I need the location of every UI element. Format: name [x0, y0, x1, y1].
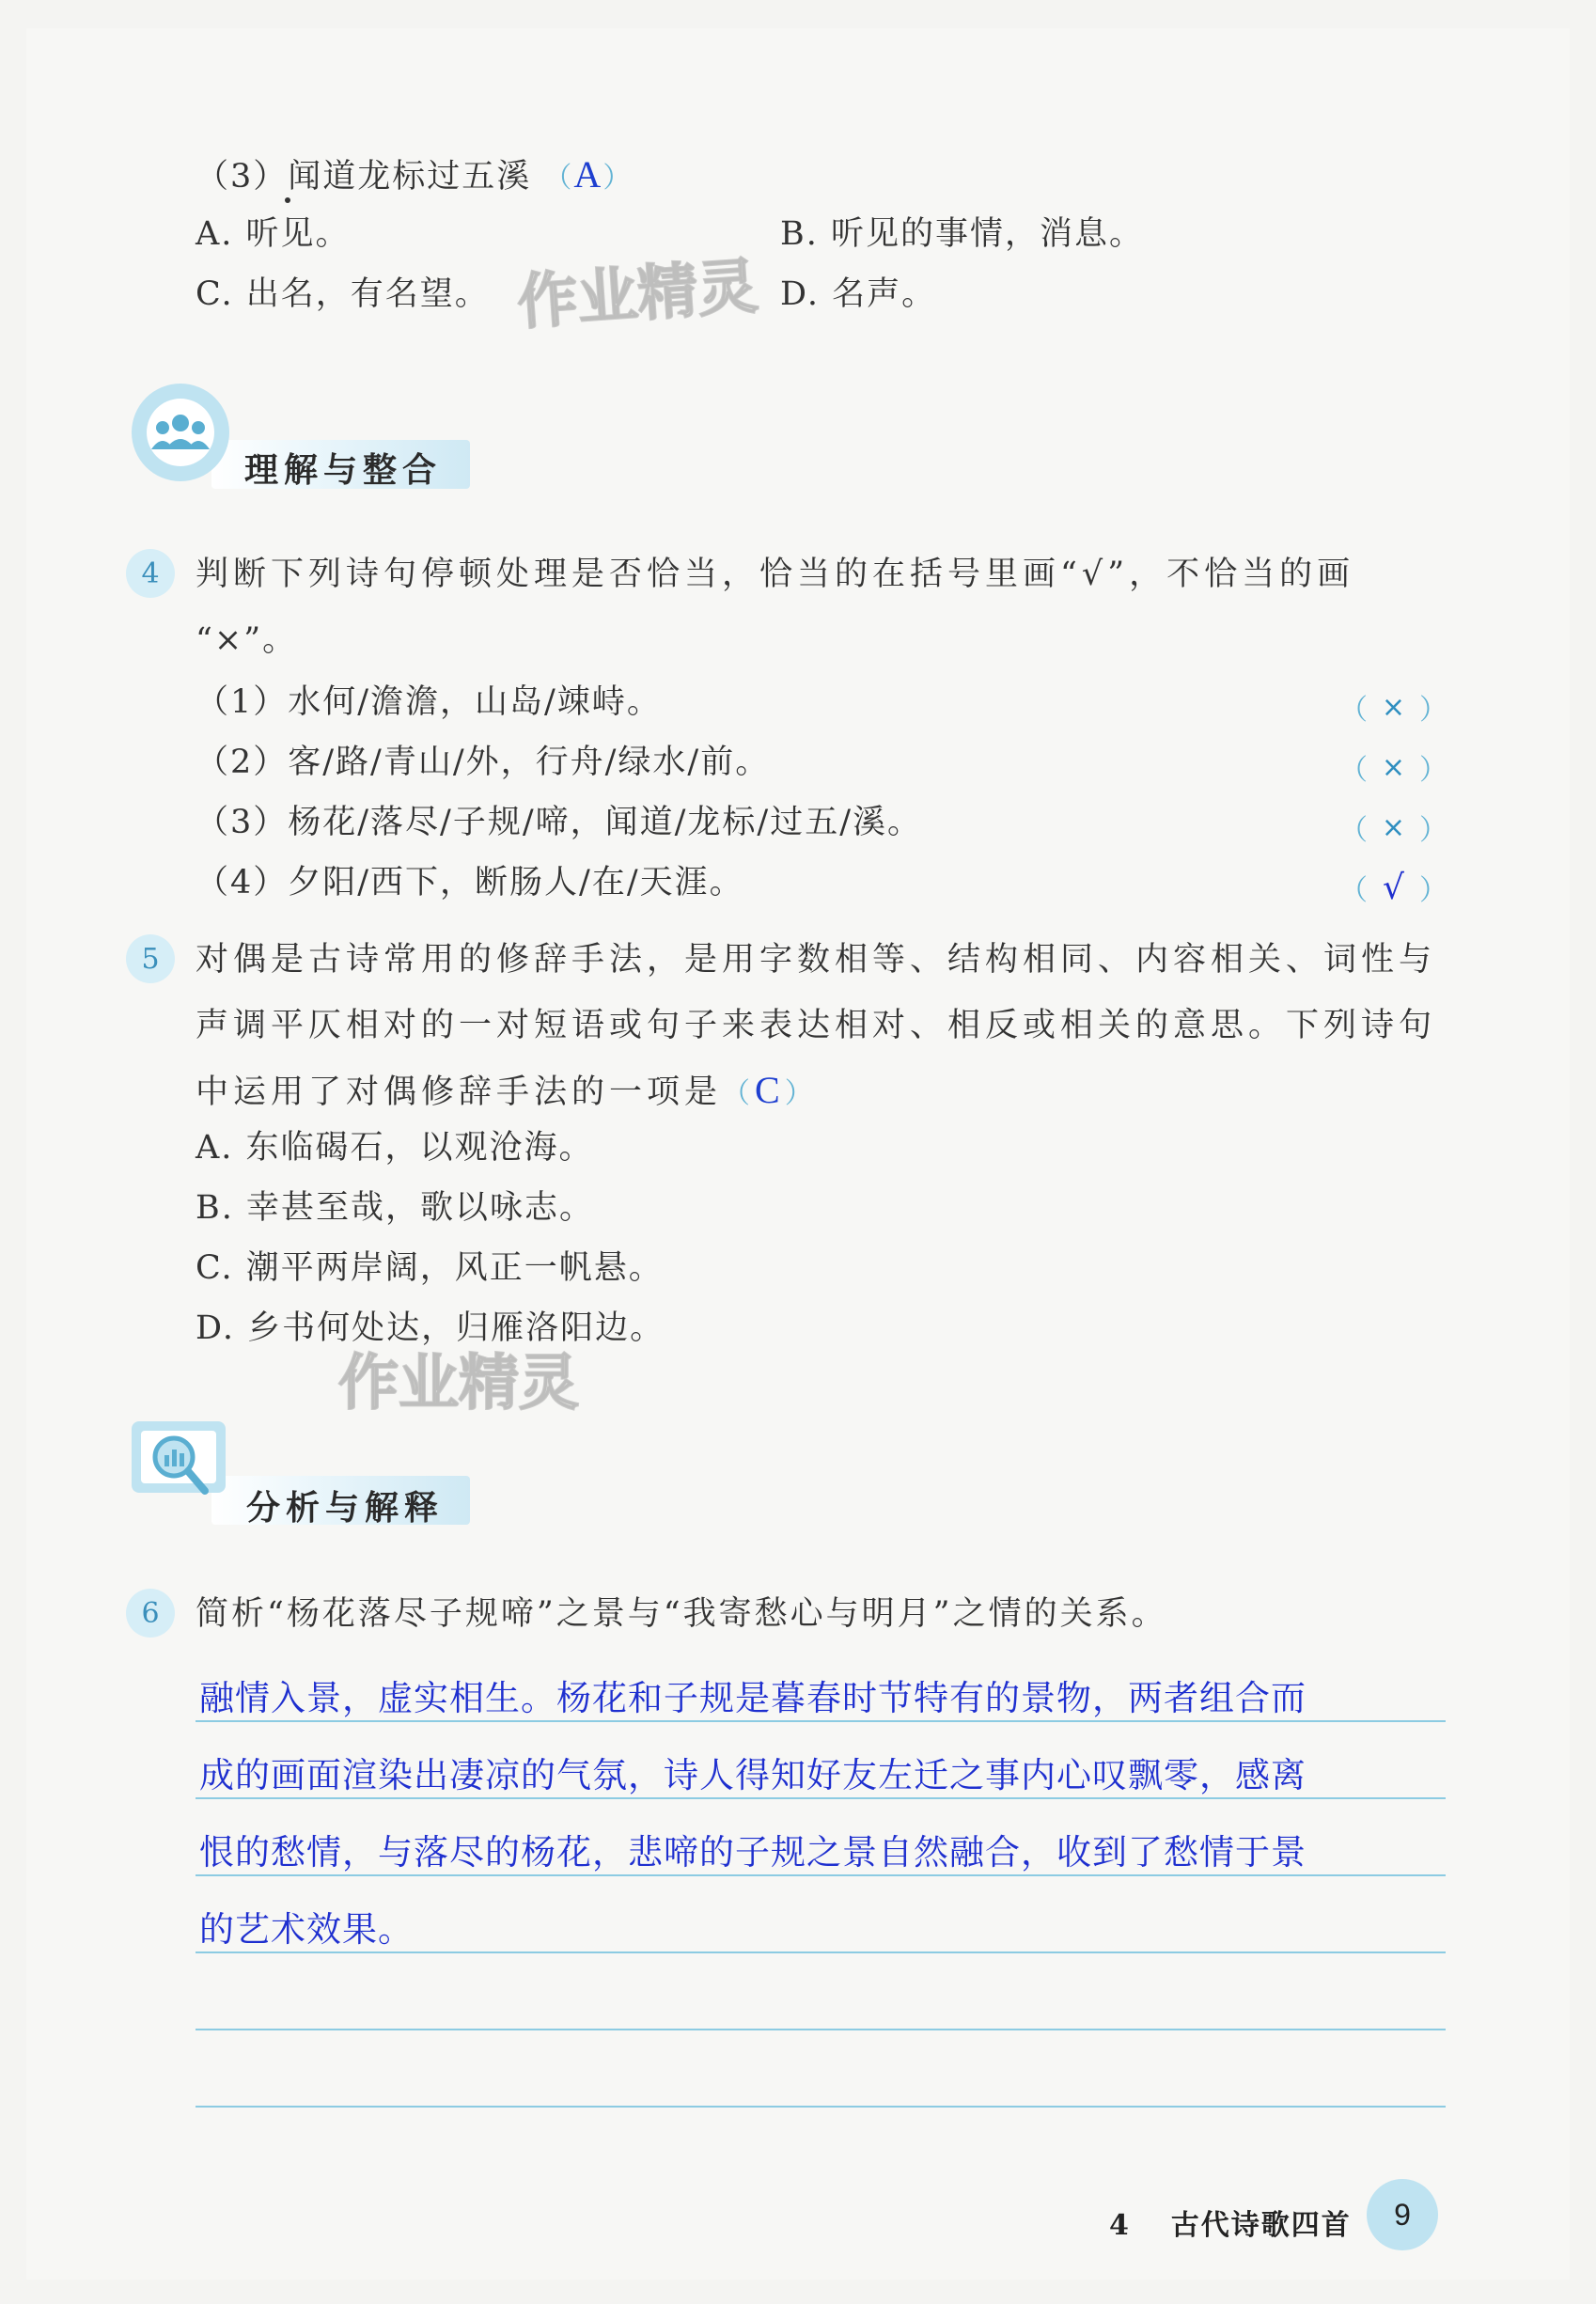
q5-answer: C [755, 1069, 785, 1111]
q5-paren-open: （ [722, 1077, 756, 1110]
question-number-5: 5 [126, 934, 175, 983]
question-number-4: 4 [126, 549, 175, 598]
answer-rule-line [196, 1874, 1446, 1876]
footer-lesson [1109, 2202, 1352, 2243]
q5-option-d: D. 乡书何处达，归雁洛阳边。 [196, 1309, 665, 1347]
answer-rule-line [196, 2106, 1446, 2108]
q3-option-b: B. 听见的事情，消息。 [780, 215, 1144, 253]
answer-rule-line [196, 1720, 1446, 1722]
magnifier-chart-icon [122, 1408, 244, 1530]
q4-item-1: （1）水何/澹澹，山岛/竦峙。 [196, 683, 662, 721]
q4-item-3: （3）杨花/落尽/子规/啼，闻道/龙标/过五/溪。 [196, 804, 923, 841]
answer-rule-line [196, 1951, 1446, 1953]
q4-stem-line1: 判断下列诗句停顿处理是否恰当，恰当的在括号里画“√”，不恰当的画 [196, 556, 1355, 593]
answer-mark: × [1381, 690, 1406, 724]
answer-rule-line [196, 1797, 1446, 1799]
answer-mark: × [1381, 750, 1406, 784]
q5-paren-close: ） [784, 1077, 818, 1110]
q3-stem-text: （3）闻道龙标过五溪 [196, 158, 532, 196]
q6-stem: 简析“杨花落尽子规啼”之景与“我寄愁心与明月”之情的关系。 [196, 1595, 1167, 1633]
q5-option-b: B. 幸甚至哉，歌以咏志。 [196, 1189, 594, 1227]
lesson-title: 古代诗歌四首 [1170, 2209, 1352, 2242]
q6-answer-line-4: 的艺术效果。 [199, 1909, 414, 1950]
q3-paren-close: ） [602, 162, 634, 195]
q5-stem-line2: 声调平仄相对的一对短语或句子来表达相对、相反或相关的意思。下列诗句 [196, 1007, 1437, 1044]
q6-answer-line-3: 恨的愁情，与落尽的杨花，悲啼的子规之景自然融合，收到了愁情于景 [199, 1832, 1307, 1873]
q3-stem [196, 153, 634, 196]
q4-item-2: （2）客/路/青山/外，行舟/绿水/前。 [196, 744, 771, 781]
q5-stem-line3 [196, 1069, 818, 1111]
q4-answer-4: （ √ ） [1339, 868, 1447, 907]
q5-option-c: C. 潮平两岸阔，风正一帆悬。 [196, 1249, 664, 1287]
page-number: 9 [1367, 2179, 1438, 2250]
answer-rule-line [196, 2029, 1446, 2030]
answer-mark: × [1381, 810, 1406, 844]
q3-paren-open: （ [543, 162, 574, 195]
watermark: 作业精灵 [515, 252, 760, 338]
q5-stem-line1: 对偶是古诗常用的修辞手法，是用字数相等、结构相同、内容相关、词性与 [196, 941, 1437, 979]
question-number-6: 6 [126, 1589, 175, 1638]
emphasis-dot [285, 197, 290, 203]
people-group-icon [122, 374, 244, 496]
q4-answer-2: （ × ） [1339, 750, 1447, 787]
q5-stem-text: 中运用了对偶修辞手法的一项是 [196, 1074, 723, 1111]
q4-answer-3: （ × ） [1339, 810, 1447, 847]
section-title: 分析与解释 [246, 1488, 445, 1528]
q3-option-a: A. 听见。 [196, 215, 351, 253]
answer-mark: √ [1383, 868, 1404, 907]
q4-stem-line2: “×”。 [196, 621, 298, 659]
q6-answer-line-1: 融情入景，虚实相生。杨花和子规是暮春时节特有的景物，两者组合而 [199, 1678, 1307, 1718]
q6-answer-line-2: 成的画面渲染出凄凉的气氛，诗人得知好友左迁之事内心叹飘零，感离 [199, 1755, 1307, 1795]
lesson-number: 4 [1109, 2209, 1131, 2242]
q3-answer: A [573, 153, 603, 196]
section-title: 理解与整合 [244, 450, 443, 490]
q4-answer-1: （ × ） [1339, 690, 1447, 727]
q5-option-a: A. 东临碣石，以观沧海。 [196, 1129, 594, 1167]
q3-option-c: C. 出名，有名望。 [196, 275, 490, 313]
q3-option-d: D. 名声。 [780, 275, 937, 313]
q4-item-4: （4）夕阳/西下，断肠人/在/天涯。 [196, 864, 744, 901]
watermark: 作业精灵 [338, 1349, 579, 1418]
